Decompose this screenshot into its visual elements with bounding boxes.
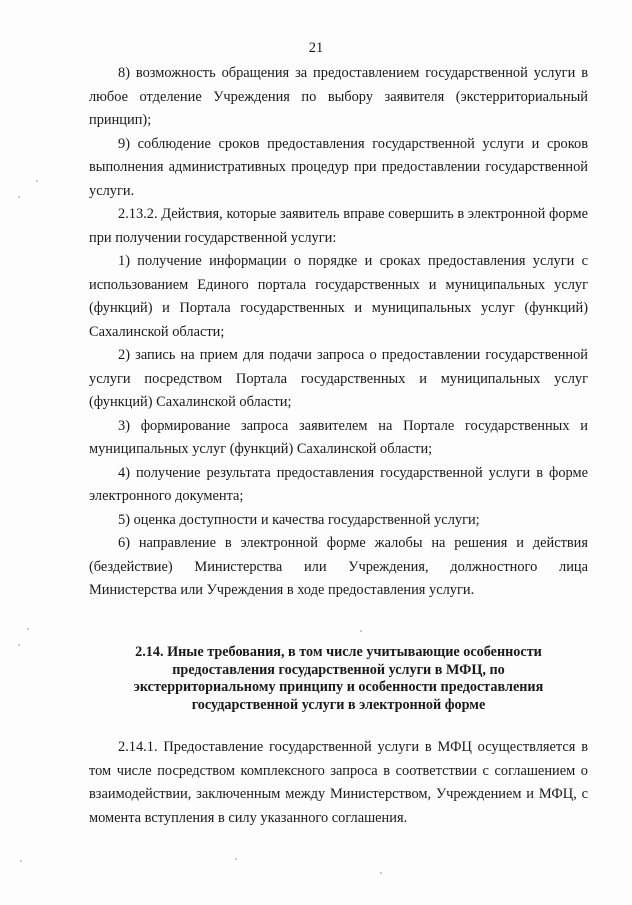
scan-speck	[360, 630, 362, 632]
paragraph-action-5: 5) оценка доступности и качества государственной услуги;	[118, 511, 480, 528]
paragraph-action-1: 1) получение информации о порядке и сроках предоставления услуги с использованием Единого портала государственных и муниципальных услуг (функций) и Портала государственных и муниципальных услуг (функций) Сахалинской области;	[89, 253, 588, 340]
body-text	[89, 62, 588, 603]
scan-speck	[18, 196, 20, 198]
scan-speck	[36, 180, 38, 182]
section-heading-line: предоставления государственной услуги в МФЦ, по	[172, 661, 505, 678]
section-heading-line: 2.14. Иные требования, в том числе учитывающие особенности	[135, 644, 542, 660]
paragraph-item-8: 8) возможность обращения за предоставлением государственной услуги в любое отделение Учреждения по выбору заявителя (экстерриториальный принцип);	[89, 65, 588, 128]
page-number: 21	[308, 40, 324, 56]
section-body-text	[89, 736, 588, 830]
paragraph-2-14-1: 2.14.1. Предоставление государственной услуги в МФЦ осуществляется в том числе посредством комплексного запроса в соответствии с соглашением о взаимодействии, заключенным между Министерством, Учреждением и МФЦ, с момента вступления в силу указанного соглашения.	[89, 739, 588, 826]
scan-speck	[380, 872, 382, 874]
scan-speck	[235, 858, 237, 860]
paragraph-item-9: 9) соблюдение сроков предоставления государственной услуги и сроков выполнения административных процедур при предоставлении государственной услуги.	[89, 135, 588, 199]
paragraph-action-3: 3) формирование запроса заявителем на Портале государственных и муниципальных услуг (функций) Сахалинской области;	[89, 417, 588, 457]
paragraph-action-6: 6) направление в электронной форме жалобы на решения и действия (бездействие) Министерства или Учреждения, должностного лица Министерства или Учреждения в ходе предоставления услуги.	[89, 535, 588, 598]
scan-speck	[27, 628, 29, 630]
section-heading	[89, 644, 588, 714]
paragraph-action-2: 2) запись на прием для подачи запроса о предоставлении государственной услуги посредством Портала государственных и муниципальных услуг (функций) Сахалинской области;	[89, 347, 588, 410]
section-heading-line: государственной услуги в электронной форме	[191, 696, 486, 713]
scan-speck	[18, 644, 20, 646]
scan-speck	[20, 860, 22, 862]
paragraph-2-13-2: 2.13.2. Действия, которые заявитель вправе совершить в электронной форме при получении государственной услуги:	[89, 206, 588, 246]
paragraph-action-4: 4) получение результата предоставления государственной услуги в форме электронного документа;	[89, 464, 588, 504]
section-heading-line: экстерриториальному принципу и особенности предоставления	[133, 679, 544, 696]
